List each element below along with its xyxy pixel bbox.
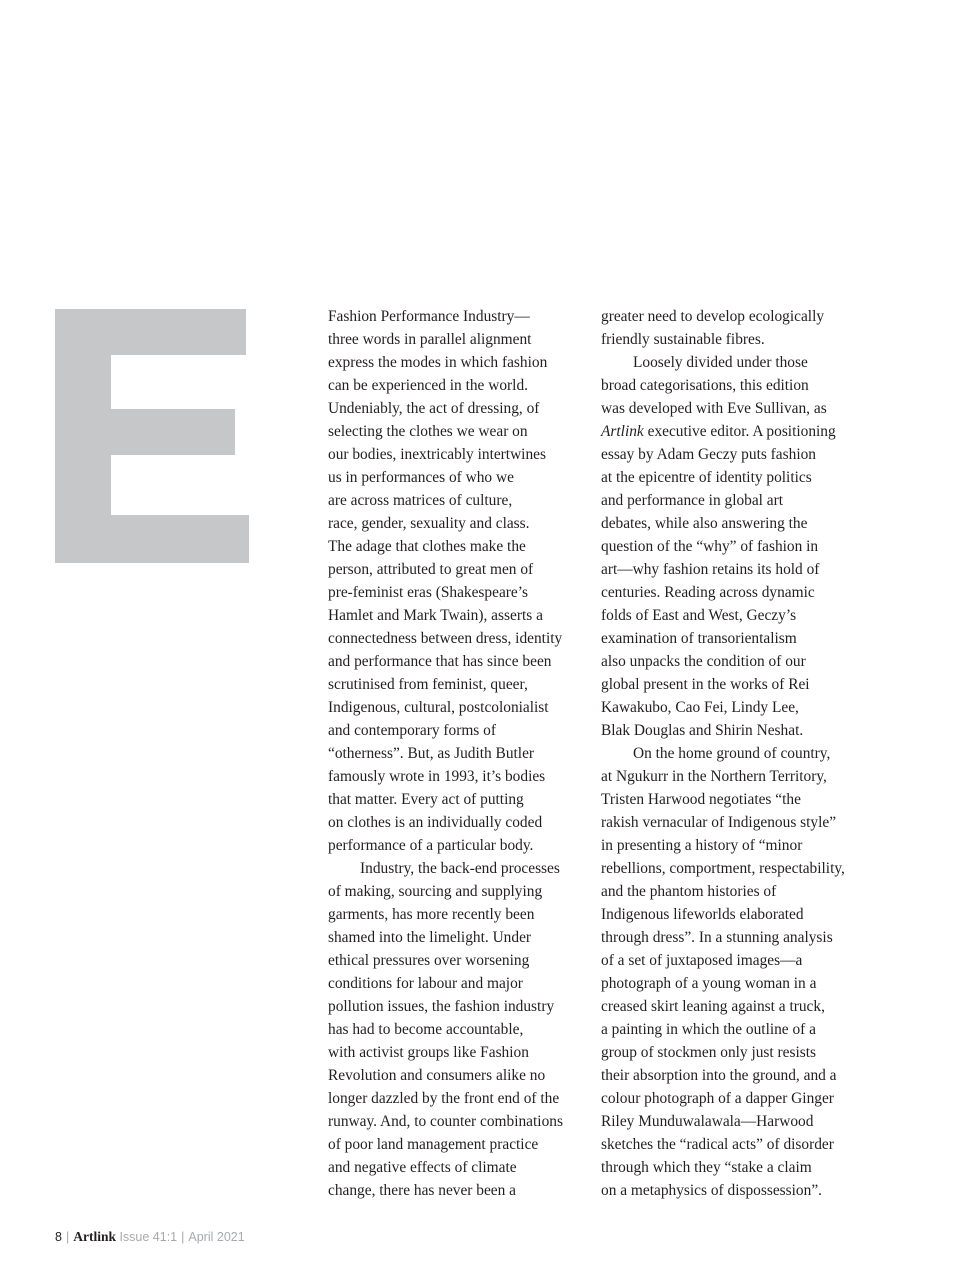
text-line: shamed into the limelight. Under (328, 929, 532, 946)
text-line: creased skirt leaning against a truck, (601, 998, 825, 1015)
text-line: through dress”. In a stunning analysis (601, 929, 833, 946)
text-line: Blak Douglas and Shirin Neshat. (601, 722, 804, 739)
text-line: group of stockmen only just resists (601, 1044, 817, 1061)
text-line: “otherness”. But, as Judith Butler (328, 745, 535, 762)
text-line: Tristen Harwood negotiates “the (601, 791, 801, 808)
body-text-column-right (601, 305, 871, 1202)
footer-separator: | (181, 1230, 185, 1244)
text-line: famously wrote in 1993, it’s bodies (328, 768, 546, 785)
text-line: examination of transorientalism (601, 630, 797, 647)
text-line: our bodies, inextricably intertwines (328, 446, 546, 463)
text-line: conditions for labour and major (328, 975, 523, 992)
text-line: Kawakubo, Cao Fei, Lindy Lee, (601, 699, 799, 716)
text-line: and performance in global art (601, 492, 784, 509)
text-line: Indigenous, cultural, postcolonialist (328, 699, 549, 716)
text-line: debates, while also answering the (601, 515, 808, 532)
text-line: Hamlet and Mark Twain), asserts a (328, 607, 543, 624)
text-line (601, 420, 871, 443)
italic-magazine-title: Artlink (601, 423, 644, 440)
text-line: are across matrices of culture, (328, 492, 513, 509)
drop-cap-glyph (55, 309, 249, 563)
text-line: folds of East and West, Geczy’s (601, 607, 797, 624)
text-line: a painting in which the outline of a (601, 1021, 816, 1038)
text-line: on clothes is an individually coded (328, 814, 543, 831)
text-line: their absorption into the ground, and a (601, 1067, 837, 1084)
text-line: essay by Adam Geczy puts fashion (601, 446, 816, 463)
issue-date: April 2021 (188, 1230, 245, 1244)
text-line: global present in the works of Rei (601, 676, 810, 693)
text-line: and the phantom histories of (601, 883, 777, 900)
text-line: longer dazzled by the front end of the (328, 1090, 560, 1107)
text-line: performance of a particular body. (328, 837, 534, 854)
body-text-column-left (328, 305, 588, 1202)
text-line: has had to become accountable, (328, 1021, 524, 1038)
text-line: rebellions, comportment, respectability, (601, 860, 845, 877)
text-line-content: executive editor. A positioning (647, 423, 836, 440)
text-line: garments, has more recently been (328, 906, 535, 923)
text-line: race, gender, sexuality and class. (328, 515, 530, 532)
text-line: was developed with Eve Sullivan, as (601, 400, 827, 417)
text-line: through which they “stake a claim (601, 1159, 812, 1176)
text-line: Riley Munduwalawala—Harwood (601, 1113, 814, 1130)
text-line: three words in parallel alignment (328, 331, 532, 348)
text-line: centuries. Reading across dynamic (601, 584, 815, 601)
text-line: question of the “why” of fashion in (601, 538, 819, 555)
text-line: us in performances of who we (328, 469, 514, 486)
text-line: runway. And, to counter combinations (328, 1113, 563, 1130)
text-line: change, there has never been a (328, 1182, 517, 1199)
text-line: pollution issues, the fashion industry (328, 998, 555, 1015)
text-line: Fashion Performance Industry— (328, 308, 530, 325)
text-line: also unpacks the condition of our (601, 653, 806, 670)
magazine-name: Artlink (73, 1229, 116, 1244)
text-line: photograph of a young woman in a (601, 975, 817, 992)
text-line: ethical pressures over worsening (328, 952, 530, 969)
issue-label: Issue 41:1 (119, 1230, 178, 1244)
text-line: with activist groups like Fashion (328, 1044, 529, 1061)
text-line: Indigenous lifeworlds elaborated (601, 906, 804, 923)
text-line: of making, sourcing and supplying (328, 883, 543, 900)
text-line: sketches the “radical acts” of disorder (601, 1136, 834, 1153)
text-line: of poor land management practice (328, 1136, 539, 1153)
text-line: greater need to develop ecologically (601, 308, 825, 325)
text-line: scrutinised from feminist, queer, (328, 676, 528, 693)
text-line: connectedness between dress, identity (328, 630, 563, 647)
text-line: pre-feminist eras (Shakespeare’s (328, 584, 528, 601)
text-line: and performance that has since been (328, 653, 552, 670)
text-line: of a set of juxtaposed images—a (601, 952, 803, 969)
text-line: on a metaphysics of dispossession”. (601, 1182, 822, 1199)
text-line: friendly sustainable fibres. (601, 331, 765, 348)
text-line: at the epicentre of identity politics (601, 469, 812, 486)
text-line: and negative effects of climate (328, 1159, 517, 1176)
text-line: Industry, the back-end processes (360, 860, 560, 877)
drop-cap-letter-e (55, 309, 249, 563)
text-line: that matter. Every act of putting (328, 791, 524, 808)
page-number: 8 (55, 1230, 62, 1244)
page-footer (55, 1228, 245, 1246)
text-line: and contemporary forms of (328, 722, 496, 739)
text-line: express the modes in which fashion (328, 354, 548, 371)
text-line: broad categorisations, this edition (601, 377, 809, 394)
text-line: at Ngukurr in the Northern Territory, (601, 768, 827, 785)
text-line: colour photograph of a dapper Ginger (601, 1090, 834, 1107)
text-line: On the home ground of country, (633, 745, 831, 762)
text-line: art—why fashion retains its hold of (601, 561, 820, 578)
text-line: person, attributed to great men of (328, 561, 534, 578)
text-line: The adage that clothes make the (328, 538, 526, 555)
text-line: rakish vernacular of Indigenous style” (601, 814, 837, 831)
text-line: Revolution and consumers alike no (328, 1067, 546, 1084)
text-line: selecting the clothes we wear on (328, 423, 528, 440)
text-line: Undeniably, the act of dressing, of (328, 400, 540, 417)
text-line: in presenting a history of “minor (601, 837, 803, 854)
text-line: Loosely divided under those (633, 354, 808, 371)
footer-separator: | (65, 1230, 70, 1244)
text-line: can be experienced in the world. (328, 377, 528, 394)
